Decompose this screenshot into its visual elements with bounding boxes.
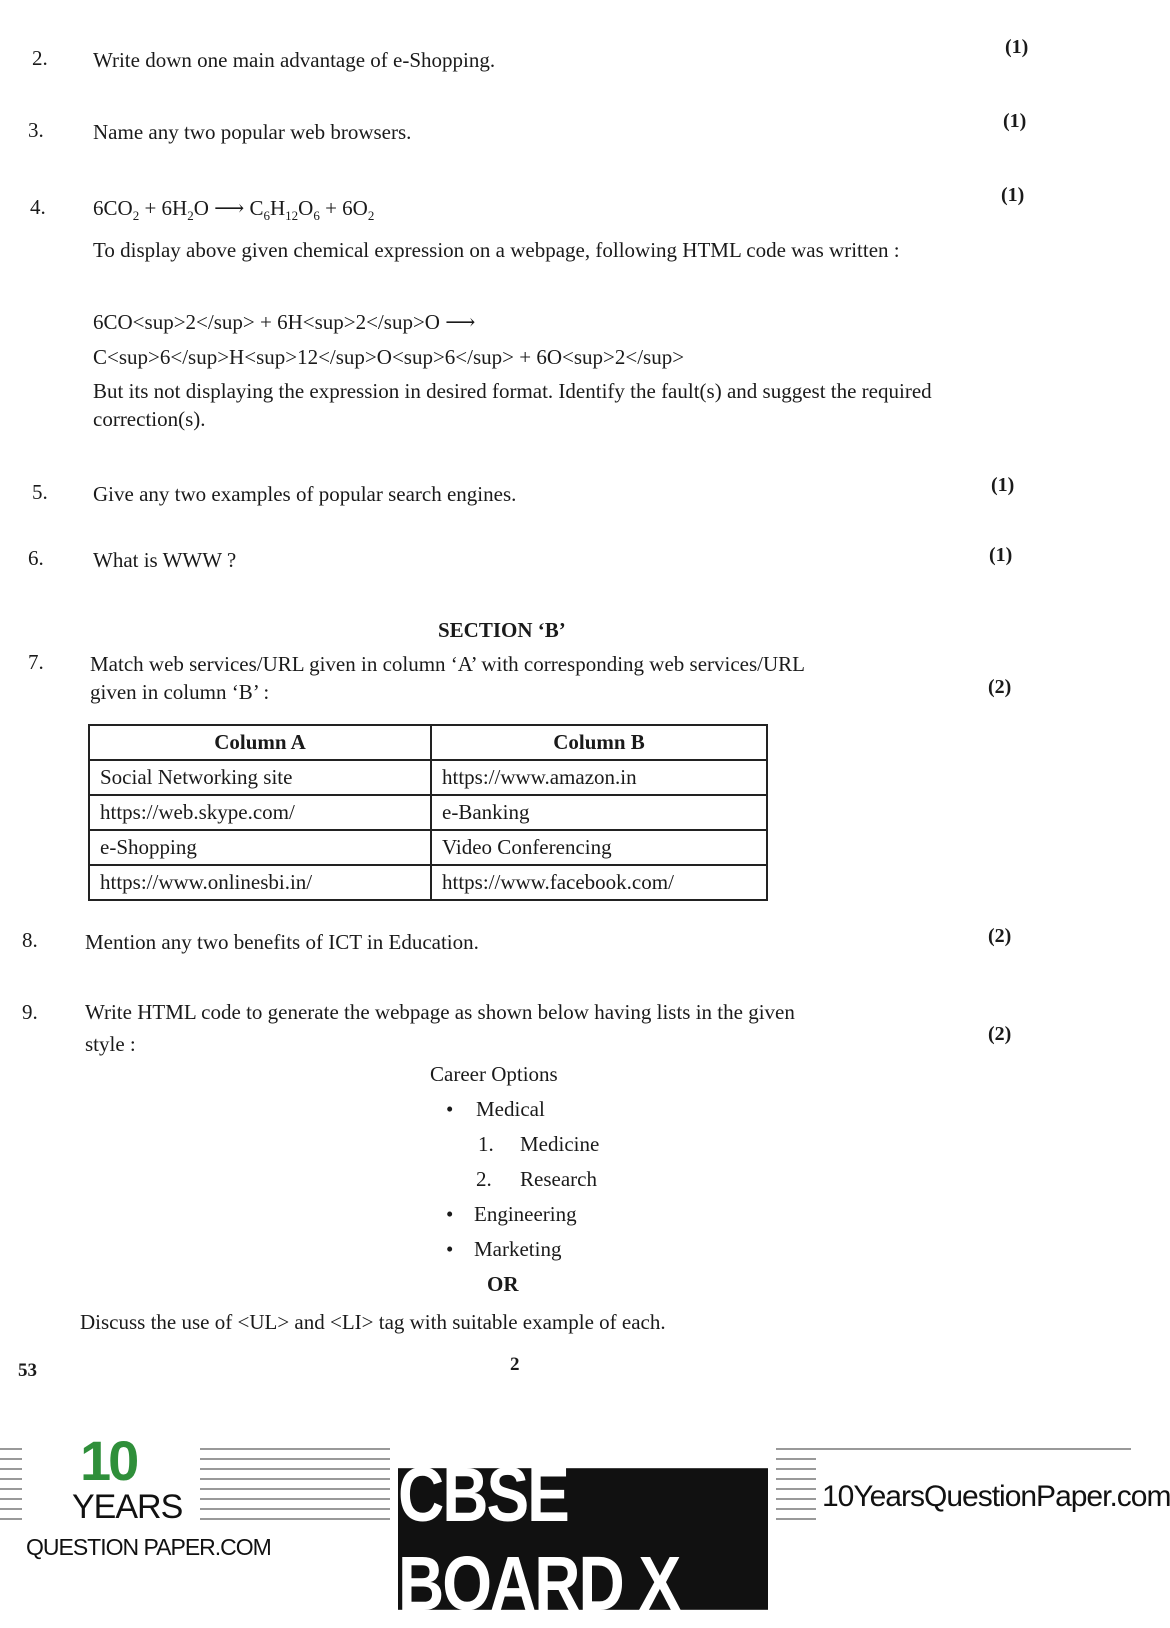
- table-row: [89, 760, 767, 795]
- question-9-alternative: Discuss the use of <UL> and <LI> tag with suitable example of each.: [80, 1310, 666, 1334]
- logo-site: QUESTION PAPER.COM: [26, 1534, 271, 1560]
- question-7-text-line-2: given in column ‘B’ :: [90, 680, 270, 704]
- table-cell: e-Shopping: [89, 830, 431, 865]
- logo-number: 10: [80, 1429, 137, 1492]
- question-5-text: Give any two examples of popular search engines.: [93, 482, 517, 506]
- question-4-outro: But its not displaying the expression in desired format. Identify the fault(s) and suggest the required correction(s).: [93, 379, 932, 431]
- html-code-line-1: 6CO<sup>2</sup> + 6H<sup>2</sup>O ⟶: [93, 310, 476, 334]
- list-item-marketing: Marketing: [474, 1237, 562, 1261]
- question-3-text: Name any two popular web browsers.: [93, 120, 412, 144]
- reaction-arrow: ⟶: [214, 196, 245, 220]
- section-b-heading: SECTION ‘B’: [438, 618, 566, 642]
- table-cell: https://www.facebook.com/: [431, 865, 767, 900]
- table-header-row: [89, 725, 767, 760]
- site-link[interactable]: 10YearsQuestionPaper.com: [822, 1480, 1170, 1513]
- table-cell: e-Banking: [431, 795, 767, 830]
- question-4-intro: To display above given chemical expression on a webpage, following HTML code was written :: [93, 238, 900, 262]
- table-row: [89, 795, 767, 830]
- ordered-number: 2.: [476, 1167, 492, 1191]
- table-row: [89, 830, 767, 865]
- question-7-number: 7.: [28, 650, 44, 674]
- table-cell: https://www.onlinesbi.in/: [89, 865, 431, 900]
- bullet-icon: •: [446, 1202, 454, 1226]
- bullet-icon: •: [446, 1097, 454, 1121]
- question-7-marks: (2): [988, 676, 1012, 698]
- list-title: Career Options: [430, 1062, 558, 1086]
- question-8-marks: (2): [988, 925, 1012, 947]
- table-cell: Social Networking site: [89, 760, 431, 795]
- question-4-marks: (1): [1001, 184, 1025, 206]
- column-a-header: Column A: [89, 725, 431, 760]
- question-9-number: 9.: [22, 1000, 38, 1024]
- list-item-engineering: Engineering: [474, 1202, 577, 1226]
- page-number: 2: [510, 1354, 520, 1375]
- or-divider: OR: [487, 1272, 519, 1296]
- question-6-number: 6.: [28, 546, 44, 570]
- paper-code: 53: [18, 1360, 37, 1381]
- question-2-number: 2.: [32, 46, 48, 70]
- question-8-text: Mention any two benefits of ICT in Education.: [85, 930, 479, 954]
- list-item-medical: Medical: [476, 1097, 545, 1121]
- bullet-icon: •: [446, 1237, 454, 1261]
- question-9-text-line-1: Write HTML code to generate the webpage as shown below having lists in the given: [85, 1000, 795, 1024]
- question-9-marks: (2): [988, 1023, 1012, 1045]
- list-item-medicine: Medicine: [520, 1132, 600, 1156]
- question-2-marks: (1): [1005, 36, 1029, 58]
- table-cell: https://web.skype.com/: [89, 795, 431, 830]
- ordered-number: 1.: [478, 1132, 494, 1156]
- table-cell: https://www.amazon.in: [431, 760, 767, 795]
- question-6-marks: (1): [989, 544, 1013, 566]
- question-8-number: 8.: [22, 928, 38, 952]
- question-2-text: Write down one main advantage of e-Shopping.: [93, 48, 496, 72]
- table-cell: Video Conferencing: [431, 830, 767, 865]
- match-table: [88, 724, 768, 901]
- question-3-number: 3.: [28, 118, 44, 142]
- column-b-header: Column B: [431, 725, 767, 760]
- logo-years: YEARS: [72, 1488, 183, 1526]
- question-4-number: 4.: [30, 195, 46, 219]
- table-row: [89, 865, 767, 900]
- question-6-text: What is WWW ?: [93, 548, 237, 572]
- list-item-research: Research: [520, 1167, 597, 1191]
- question-9-text-line-2: style :: [85, 1032, 136, 1056]
- question-7-text-line-1: Match web services/URL given in column ‘A’ with corresponding web services/URL: [90, 652, 805, 676]
- banner-title: CBSE BOARD X: [398, 1468, 768, 1610]
- question-5-number: 5.: [32, 480, 48, 504]
- question-5-marks: (1): [991, 474, 1015, 496]
- chemical-equation: $6CO_2 + 6H_2O$ ⟶ $C_6H_{12}O_6 + 6O_2$: [93, 196, 375, 224]
- question-3-marks: (1): [1003, 110, 1027, 132]
- html-code-line-2: C<sup>6</sup>H<sup>12</sup>O<sup>6</sup> + 6O<sup>2</sup>: [93, 345, 685, 369]
